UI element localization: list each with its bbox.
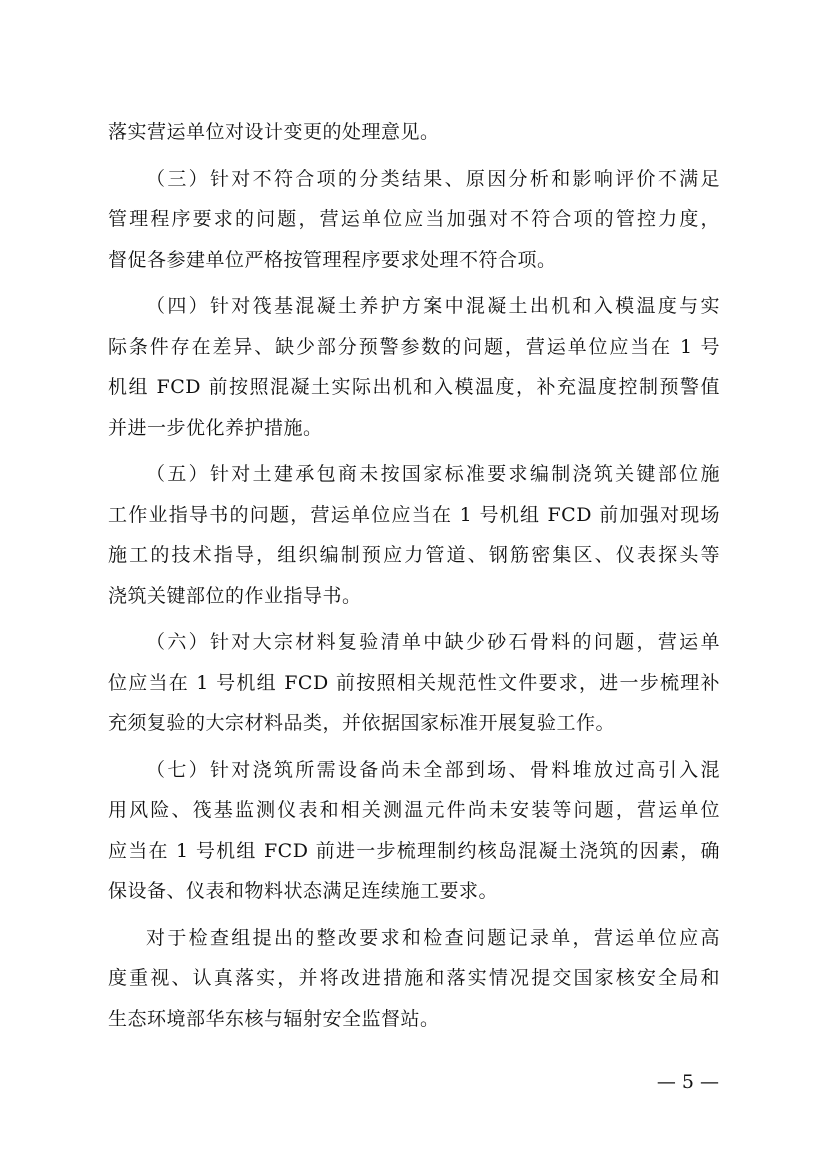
paragraph-line: （五）针对土建承包商未按国家标准要求编制浇筑关键部位施 xyxy=(146,463,720,485)
body-text xyxy=(108,112,720,1039)
paragraph-line: 际条件存在差异、缺少部分预警参数的问题，营运单位应当在 1 号 xyxy=(108,335,720,358)
paragraph-line: （七）针对浇筑所需设备尚未全部到场、骨料堆放过高引入混 xyxy=(146,758,720,781)
paragraph-line: 督促各参建单位严格按管理程序要求处理不符合项。 xyxy=(108,248,557,271)
paragraph-line: 用风险、筏基监测仪表和相关测温元件尚未安装等问题，营运单位 xyxy=(108,799,720,821)
paragraph-line: 保设备、仪表和物料状态满足连续施工要求。 xyxy=(108,880,499,902)
page-number: — 5 — xyxy=(656,1071,719,1093)
paragraph-line: 浇筑关键部位的作业指导书。 xyxy=(108,584,362,607)
paragraph-line: 位应当在 1 号机组 FCD 前按照相关规范性文件要求，进一步梳理补 xyxy=(108,671,720,694)
paragraph-line: （四）针对筏基混凝土养护方案中混凝土出机和入模温度与实 xyxy=(146,295,720,317)
paragraph-line: 应当在 1 号机组 FCD 前进一步梳理制约核岛混凝土浇筑的因素，确 xyxy=(108,839,720,862)
paragraph-line: 落实营运单位对设计变更的处理意见。 xyxy=(108,121,440,143)
paragraph-line: 管理程序要求的问题，营运单位应当加强对不符合项的管控力度， xyxy=(108,208,720,230)
paragraph-line: 对于检查组提出的整改要求和检查问题记录单，营运单位应高 xyxy=(146,926,720,949)
paragraph-line: 度重视、认真落实，并将改进措施和落实情况提交国家核安全局和 xyxy=(108,967,720,989)
paragraph-line: 机组 FCD 前按照混凝土实际出机和入模温度，补充温度控制预警值 xyxy=(108,376,720,398)
paragraph-line: 生态环境部华东核与辐射安全监督站。 xyxy=(108,1007,440,1030)
paragraph-line: （三）针对不符合项的分类结果、原因分析和影响评价不满足 xyxy=(146,167,720,190)
paragraph-line: 工作业指导书的问题，营运单位应当在 1 号机组 FCD 前加强对现场 xyxy=(108,503,720,526)
paragraph-line: 施工的技术指导，组织编制预应力管道、钢筋密集区、仪表探头等 xyxy=(108,544,720,566)
paragraph-line: （六）针对大宗材料复验清单中缺少砂石骨料的问题，营运单 xyxy=(146,631,720,653)
paragraph-line: 并进一步优化养护措施。 xyxy=(108,416,323,439)
paragraph-line: 充须复验的大宗材料品类，并依据国家标准开展复验工作。 xyxy=(108,712,616,734)
